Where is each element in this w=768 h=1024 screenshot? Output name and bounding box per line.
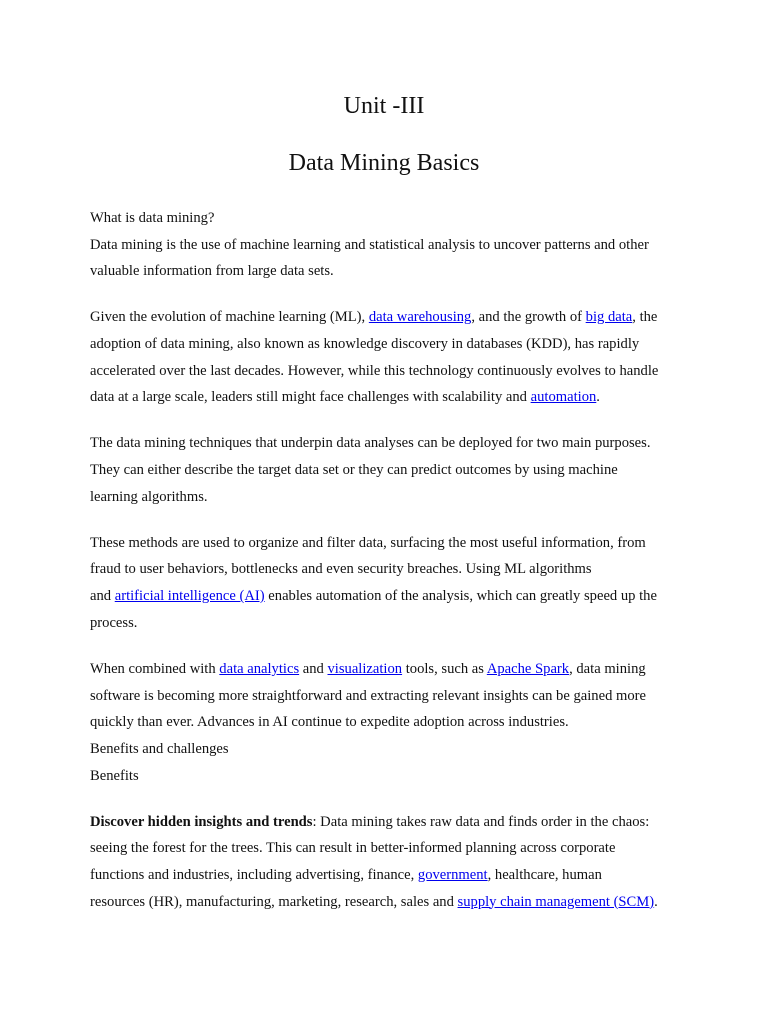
text-line [90, 610, 690, 637]
document-body [90, 205, 690, 935]
text-segment: . [654, 893, 658, 910]
text-segment: adoption of data mining, also known as knowledge discovery in databases (KDD), has rapidly [90, 336, 640, 353]
text-segment: Benefits [90, 767, 139, 784]
text-segment: Data mining is the use of machine learning and statistical analysis to uncover patterns and other [90, 236, 649, 253]
paragraph [90, 809, 690, 916]
paragraph [90, 430, 690, 510]
text-line [90, 683, 690, 710]
text-segment: enables automation of the analysis, which can greatly speed up the [264, 588, 657, 605]
hyperlink[interactable]: automation [530, 389, 597, 406]
text-segment: and [90, 588, 115, 605]
hyperlink[interactable]: data analytics [219, 660, 300, 677]
document-subtitle: Data Mining Basics [288, 150, 480, 176]
text-segment: When combined with [90, 660, 220, 677]
text-segment: Benefits and challenges [90, 740, 229, 757]
text-line [90, 763, 690, 790]
text-line [90, 232, 690, 259]
paragraph [90, 205, 690, 232]
bold-heading-text: Discover hidden insights and trends [90, 813, 313, 830]
text-segment: These methods are used to organize and filter data, surfacing the most useful information, from [90, 534, 646, 551]
text-line [90, 457, 690, 484]
text-segment: , healthcare, human [487, 866, 602, 883]
text-segment: : Data mining takes raw data and finds order in the chaos: [312, 813, 650, 830]
text-line [90, 430, 690, 457]
text-segment: resources (HR), manufacturing, marketing, research, sales and [90, 893, 458, 910]
text-line [90, 258, 690, 285]
text-line [90, 358, 690, 385]
text-segment: The data mining techniques that underpin data analyses can be deployed for two main purposes. [90, 435, 651, 452]
text-segment: learning algorithms. [90, 488, 208, 505]
text-segment: They can either describe the target data set or they can predict outcomes by using machine [90, 462, 618, 479]
text-segment: What is data mining? [90, 210, 215, 226]
text-line [90, 556, 690, 583]
text-segment: , the [632, 309, 658, 326]
hyperlink[interactable]: government [417, 866, 488, 883]
paragraph [90, 656, 690, 789]
text-segment: data at a large scale, leaders still might face challenges with scalability and [90, 389, 531, 406]
text-line [90, 656, 690, 683]
hyperlink[interactable]: data warehousing [368, 309, 472, 326]
text-line [90, 709, 690, 736]
text-segment: process. [90, 614, 138, 631]
hyperlink[interactable]: Apache Spark [486, 660, 570, 677]
text-segment: fraud to user behaviors, bottlenecks and even security breaches. Using ML algorithms [90, 561, 592, 578]
text-segment: Given the evolution of machine learning (ML), [90, 309, 369, 326]
hyperlink[interactable]: visualization [327, 660, 403, 677]
text-line [90, 862, 690, 889]
hyperlink[interactable]: artificial intelligence (AI) [114, 588, 265, 605]
paragraph [90, 232, 690, 285]
text-segment: quickly than ever. Advances in AI continue to expedite adoption across industries. [90, 714, 569, 731]
paragraph-spacer [90, 789, 690, 808]
text-line [90, 304, 690, 331]
text-segment: tools, such as [402, 660, 487, 677]
text-segment: , data mining [569, 660, 646, 677]
text-segment: , and the growth of [471, 309, 586, 326]
text-line [90, 736, 690, 763]
hyperlink[interactable]: supply chain management (SCM) [457, 893, 655, 910]
text-segment: accelerated over the last decades. However, while this technology continuously evolves to handle [90, 362, 659, 379]
text-segment: software is becoming more straightforward and extracting relevant insights can be gained more [90, 687, 646, 704]
text-line [90, 484, 690, 511]
text-line [90, 205, 690, 232]
text-line [90, 583, 690, 610]
text-line [90, 835, 690, 862]
text-line [90, 809, 690, 836]
text-segment: valuable information from large data sets. [90, 263, 334, 280]
paragraph [90, 304, 690, 411]
text-line [90, 331, 690, 358]
text-segment: . [596, 389, 600, 406]
text-line [90, 530, 690, 557]
text-line [90, 889, 690, 916]
text-segment: seeing the forest for the trees. This can result in better-informed planning across corporate [90, 840, 616, 857]
text-segment: and [299, 660, 328, 677]
hyperlink[interactable]: big data [585, 309, 633, 326]
paragraph [90, 530, 690, 637]
text-line [90, 384, 690, 411]
text-segment: functions and industries, including advertising, finance, [90, 866, 418, 883]
document-title: Unit -III [343, 93, 425, 119]
